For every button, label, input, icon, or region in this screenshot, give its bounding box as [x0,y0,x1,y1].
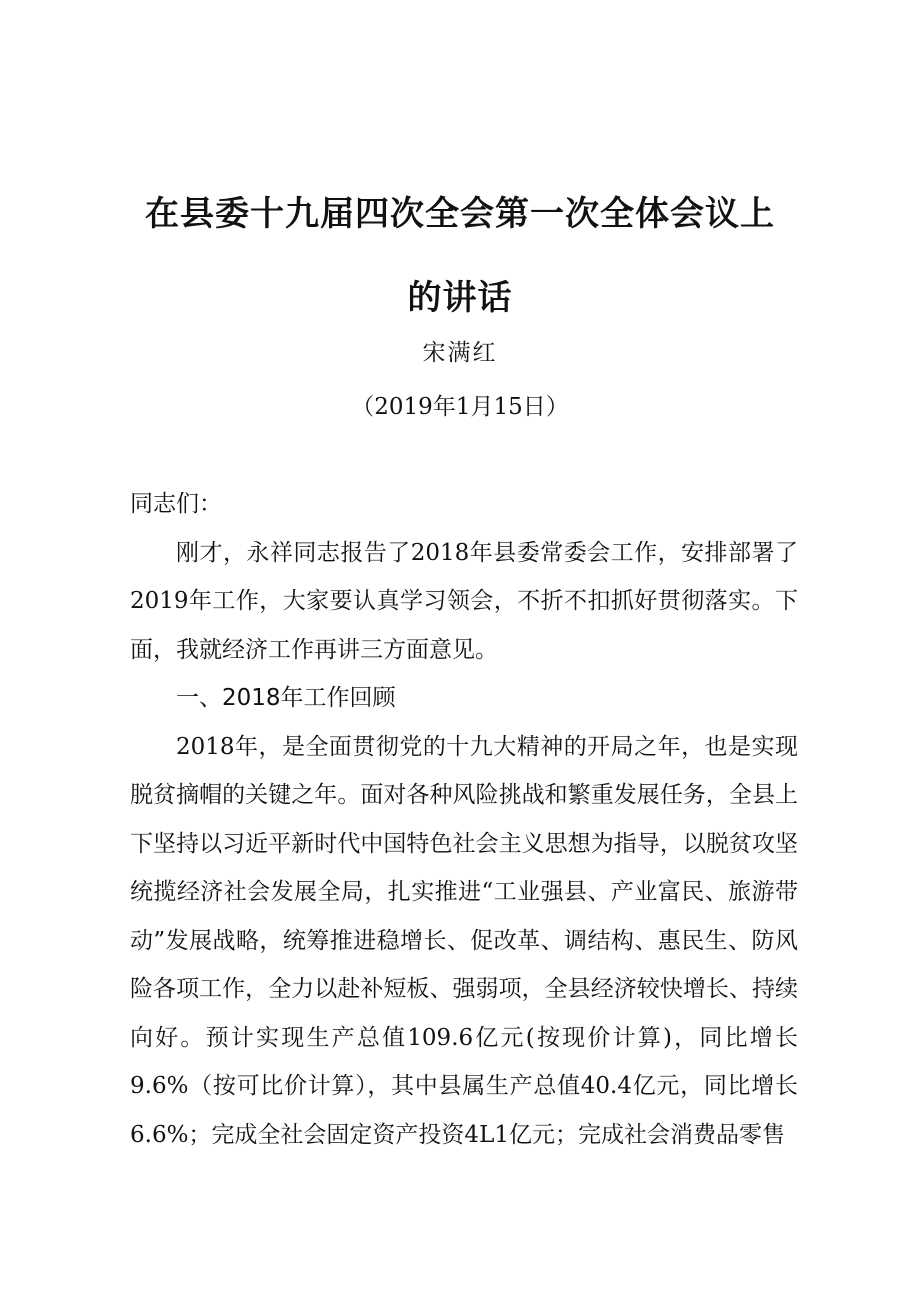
document-title-line-1: 在县委十九届四次全会第一次全体会议上 [145,194,775,234]
document-body [130,480,798,1159]
document-author: 宋满红 [422,340,498,366]
document-date: （2019年1月15日） [351,394,569,420]
salutation: 同志们： [130,491,222,517]
section-heading: 一、2018年工作回顾 [176,685,396,711]
intro-paragraph: 刚才，永祥同志报告了2018年县委常委会工作，安排部署了2019年工作，大家要认真学习领会，不折不扣抓好贯彻落实。下面，我就经济工作再讲三方面意见。 [130,539,798,663]
document-title-line-2: 的讲话 [407,278,513,318]
section-paragraph: 2018年，是全面贯彻党的十九大精神的开局之年，也是实现脱贫摘帽的关键之年。面对各种风险挑战和繁重发展任务，全县上下坚持以习近平新时代中国特色社会主义思想为指导，以脱贫攻坚统揽经济社会发展全局，扎实推进“工业强县、产业富民、旅游带动”发展战略，统筹推进稳增长、促改革、调结构、惠民生、防风险各项工作，全力以赴补短板、强弱项，全县经济较快增长、持续向好。预计实现生产总值109.6亿元(按现价计算)，同比增长9.6%（按可比价计算），其中县属生产总值40.4亿元，同比增长6.6%；完成全社会固定资产投资4L1亿元；完成社会消费品零售 [130,733,798,1148]
